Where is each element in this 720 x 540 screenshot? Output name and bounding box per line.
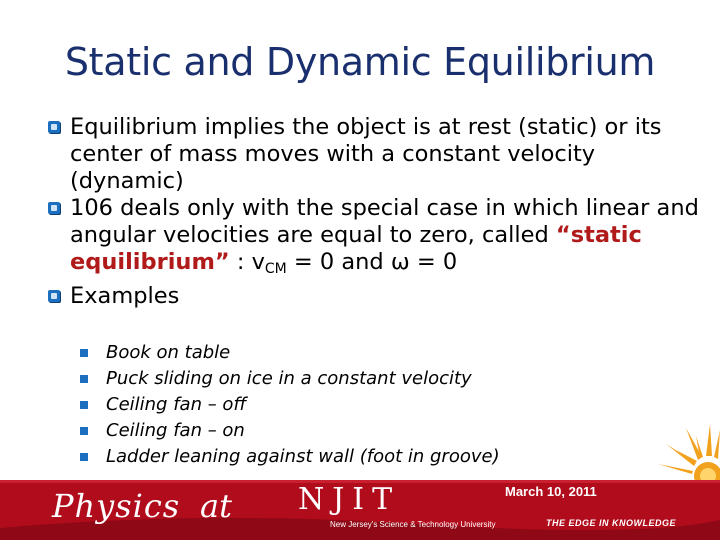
list-item [80,418,500,444]
example-text: Ladder leaning against wall (foot in groove) [106,446,500,467]
bullet-text: Examples [70,283,180,309]
formula-text: = 0 and ω = 0 [286,249,458,275]
bullet-dot-icon [80,375,88,383]
bullet-text: Equilibrium implies the object is at rest (static) or its center of mass moves with a constant velocity (dynamic) [70,114,662,194]
example-text: Book on table [106,342,231,363]
examples-list [80,340,500,470]
bullet-dot-icon [80,453,88,461]
bullet-dot-icon [80,349,88,357]
example-text: Ceiling fan – off [106,394,247,415]
bullet-equilibrium [48,114,708,195]
square-bullet-icon [48,202,61,215]
square-bullet-icon [48,290,61,303]
list-item [80,340,500,366]
sun-logo-icon [650,406,720,486]
static-equilibrium-term: “static equilibrium” [70,222,642,275]
bullet-dot-icon [80,427,88,435]
cm-subscript: CM [264,261,287,277]
example-text: Ceiling fan – on [106,420,245,441]
bullet-examples [48,283,708,310]
slide-title: Static and Dynamic Equilibrium [64,40,656,84]
square-bullet-icon [48,121,61,134]
list-item [80,366,500,392]
at-logo-text: at [200,487,232,525]
bullet-static-case [48,195,708,283]
list-item [80,444,500,470]
bullet-text: 106 deals only with the special case in which linear and angular velocities are equal to zero, called [70,195,699,248]
formula-text: : v [229,249,265,275]
bullet-list [48,114,708,310]
bullet-dot-icon [80,401,88,409]
physics-logo-text: Physics [52,487,181,525]
university-tagline: New Jersey's Science & Technology University [330,520,496,529]
edge-tagline: THE EDGE IN KNOWLEDGE [546,518,677,528]
example-text: Puck sliding on ice in a constant velocity [106,368,472,389]
njit-logo-text: NJIT [298,482,401,517]
list-item [80,392,500,418]
slide-date: March 10, 2011 [505,484,597,499]
